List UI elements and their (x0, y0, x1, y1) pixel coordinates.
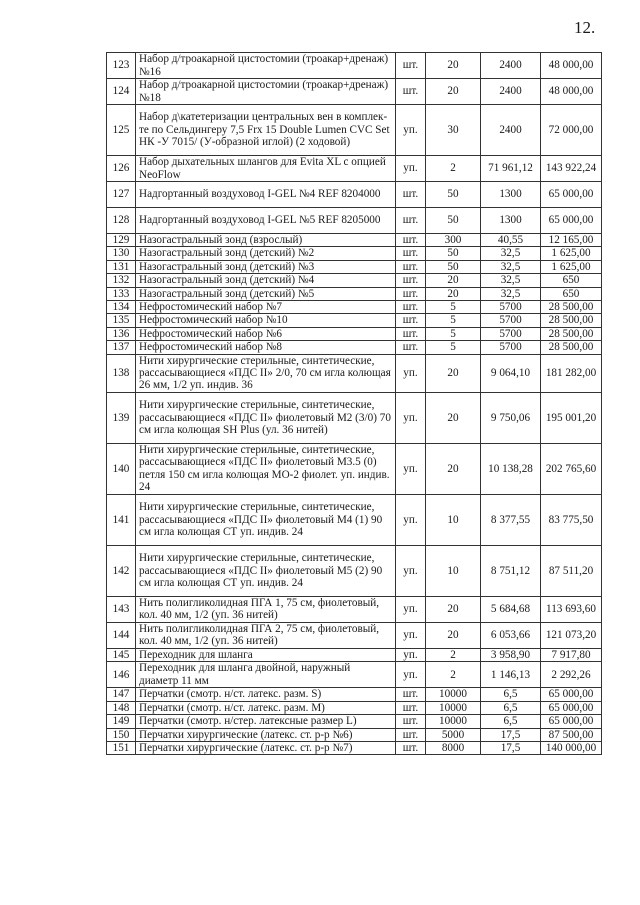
table-row (107, 79, 602, 105)
item-unit: уп. (396, 648, 426, 661)
table-row (107, 741, 602, 754)
item-quantity: 5 (426, 301, 481, 314)
item-total: 83 775,50 (541, 494, 602, 545)
item-name: Перчатки (смотр. н/ст. латекс. разм. M) (136, 701, 396, 714)
table-row (107, 494, 602, 545)
item-quantity: 2 (426, 662, 481, 688)
item-unit: уп. (396, 354, 426, 392)
item-unit: уп. (396, 156, 426, 182)
item-number: 136 (107, 327, 136, 340)
item-price: 1300 (481, 182, 541, 208)
table-row (107, 156, 602, 182)
item-total: 28 500,00 (541, 341, 602, 354)
table-row (107, 260, 602, 273)
item-name: Нефростомический набор №10 (136, 314, 396, 327)
item-number: 149 (107, 715, 136, 728)
item-number: 150 (107, 728, 136, 741)
item-number: 127 (107, 182, 136, 208)
item-unit: шт. (396, 274, 426, 287)
item-number: 151 (107, 741, 136, 754)
item-name: Надгортанный воздуховод I-GEL №5 REF 8205000 (136, 208, 396, 234)
item-name: Нити хирургические стерильные, синтетические, рассасывающиеся «ПДС II» фиолетовый М5 (2) 90 см игла колющая СТ уп. индив. 24 (136, 545, 396, 596)
item-price: 17,5 (481, 728, 541, 741)
item-price: 1300 (481, 208, 541, 234)
table-row (107, 274, 602, 287)
item-name: Назогастральный зонд (детский) №4 (136, 274, 396, 287)
item-number: 141 (107, 494, 136, 545)
item-price: 3 958,90 (481, 648, 541, 661)
item-quantity: 2 (426, 156, 481, 182)
item-price: 6,5 (481, 715, 541, 728)
item-price: 5 684,68 (481, 596, 541, 622)
item-number: 137 (107, 341, 136, 354)
item-price: 6 053,66 (481, 622, 541, 648)
item-quantity: 2 (426, 648, 481, 661)
item-total: 202 765,60 (541, 443, 602, 494)
item-unit: уп. (396, 494, 426, 545)
item-number: 140 (107, 443, 136, 494)
item-total: 143 922,24 (541, 156, 602, 182)
item-number: 130 (107, 247, 136, 260)
item-total: 650 (541, 287, 602, 300)
item-total: 140 000,00 (541, 741, 602, 754)
table-row (107, 443, 602, 494)
item-number: 131 (107, 260, 136, 273)
item-number: 148 (107, 701, 136, 714)
item-number: 133 (107, 287, 136, 300)
item-price: 5700 (481, 314, 541, 327)
item-name: Нефростомический набор №6 (136, 327, 396, 340)
item-price: 2400 (481, 79, 541, 105)
item-number: 135 (107, 314, 136, 327)
item-price: 2400 (481, 53, 541, 79)
item-total: 87 511,20 (541, 545, 602, 596)
table-row (107, 287, 602, 300)
item-quantity: 10000 (426, 688, 481, 701)
item-unit: шт. (396, 688, 426, 701)
item-quantity: 5 (426, 341, 481, 354)
table-row (107, 662, 602, 688)
item-total: 28 500,00 (541, 314, 602, 327)
table-row (107, 301, 602, 314)
table-row (107, 701, 602, 714)
table-row (107, 715, 602, 728)
item-quantity: 8000 (426, 741, 481, 754)
item-quantity: 50 (426, 208, 481, 234)
item-quantity: 20 (426, 443, 481, 494)
item-unit: уп. (396, 596, 426, 622)
item-price: 6,5 (481, 688, 541, 701)
item-name: Надгортанный воздуховод I-GEL №4 REF 8204000 (136, 182, 396, 208)
item-price: 1 146,13 (481, 662, 541, 688)
item-total: 12 165,00 (541, 234, 602, 247)
item-number: 142 (107, 545, 136, 596)
item-price: 9 750,06 (481, 392, 541, 443)
table-row (107, 622, 602, 648)
item-quantity: 20 (426, 274, 481, 287)
table-row (107, 688, 602, 701)
item-quantity: 20 (426, 287, 481, 300)
item-unit: уп. (396, 622, 426, 648)
item-quantity: 5000 (426, 728, 481, 741)
item-price: 2400 (481, 105, 541, 156)
item-number: 139 (107, 392, 136, 443)
item-number: 146 (107, 662, 136, 688)
item-name: Нить полигликолидная ПГА 2, 75 см, фиолетовый, кол. 40 мм, 1/2 (уп. 36 нитей) (136, 622, 396, 648)
table-row (107, 392, 602, 443)
item-total: 65 000,00 (541, 688, 602, 701)
item-number: 125 (107, 105, 136, 156)
item-quantity: 50 (426, 247, 481, 260)
item-total: 2 292,26 (541, 662, 602, 688)
item-name: Набор д/троакарной цистостомии (троакар+дренаж) №16 (136, 53, 396, 79)
item-total: 87 500,00 (541, 728, 602, 741)
item-total: 28 500,00 (541, 327, 602, 340)
item-price: 32,5 (481, 287, 541, 300)
item-name: Нефростомический набор №8 (136, 341, 396, 354)
page-number: 12. (574, 18, 596, 37)
table-row (107, 247, 602, 260)
table-row (107, 341, 602, 354)
item-price: 5700 (481, 341, 541, 354)
item-price: 10 138,28 (481, 443, 541, 494)
items-table (106, 52, 602, 755)
item-price: 17,5 (481, 741, 541, 754)
item-name: Нити хирургические стерильные, синтетические, рассасывающиеся «ПДС II» 2/0, 70 см игла колющая 26 мм, 1/2 уп. индив. 36 (136, 354, 396, 392)
item-unit: шт. (396, 341, 426, 354)
item-name: Набор дыхательных шлангов для Evita XL с опцией NeoFlow (136, 156, 396, 182)
item-name: Назогастральный зонд (детский) №5 (136, 287, 396, 300)
item-number: 143 (107, 596, 136, 622)
item-name: Набор д/троакарной цистостомии (троакар+дренаж) №18 (136, 79, 396, 105)
item-name: Перчатки хирургические (латекс. ст. р-р №7) (136, 741, 396, 754)
item-name: Нити хирургические стерильные, синтетические, рассасывающиеся «ПДС II» фиолетовый М4 (1) 90 см игла колющая СТ уп. индив. 24 (136, 494, 396, 545)
item-number: 138 (107, 354, 136, 392)
item-number: 126 (107, 156, 136, 182)
item-quantity: 20 (426, 596, 481, 622)
item-price: 71 961,12 (481, 156, 541, 182)
item-quantity: 20 (426, 622, 481, 648)
item-quantity: 300 (426, 234, 481, 247)
item-name: Назогастральный зонд (детский) №3 (136, 260, 396, 273)
item-unit: шт. (396, 208, 426, 234)
table-row (107, 648, 602, 661)
item-total: 28 500,00 (541, 301, 602, 314)
table-row (107, 596, 602, 622)
item-price: 32,5 (481, 247, 541, 260)
item-unit: уп. (396, 443, 426, 494)
item-unit: шт. (396, 182, 426, 208)
item-price: 8 377,55 (481, 494, 541, 545)
item-number: 147 (107, 688, 136, 701)
item-name: Нити хирургические стерильные, синтетические, рассасывающиеся «ПДС II» фиолетовый М2 (3/0) 70 см игла колющая SH Plus (ул. 36 нитей) (136, 392, 396, 443)
item-name: Нить полигликолидная ПГА 1, 75 см, фиолетовый, кол. 40 мм, 1/2 (уп. 36 нитей) (136, 596, 396, 622)
item-number: 132 (107, 274, 136, 287)
item-name: Переходник для шланга (136, 648, 396, 661)
item-total: 195 001,20 (541, 392, 602, 443)
item-name: Переходник для шланга двойной, наружный диаметр 11 мм (136, 662, 396, 688)
item-total: 48 000,00 (541, 53, 602, 79)
item-price: 8 751,12 (481, 545, 541, 596)
item-price: 40,55 (481, 234, 541, 247)
item-price: 6,5 (481, 701, 541, 714)
item-total: 65 000,00 (541, 701, 602, 714)
item-total: 113 693,60 (541, 596, 602, 622)
table-row (107, 354, 602, 392)
item-number: 145 (107, 648, 136, 661)
item-quantity: 10 (426, 545, 481, 596)
item-quantity: 50 (426, 260, 481, 273)
item-unit: уп. (396, 392, 426, 443)
item-price: 32,5 (481, 274, 541, 287)
table-row (107, 182, 602, 208)
table-row (107, 234, 602, 247)
item-quantity: 30 (426, 105, 481, 156)
item-total: 1 625,00 (541, 247, 602, 260)
item-number: 124 (107, 79, 136, 105)
item-price: 5700 (481, 301, 541, 314)
table-row (107, 728, 602, 741)
item-unit: шт. (396, 327, 426, 340)
item-total: 65 000,00 (541, 182, 602, 208)
item-unit: шт. (396, 53, 426, 79)
item-name: Нити хирургические стерильные, синтетические, рассасывающиеся «ПДС II» фиолетовый М3.5 (0) петля 150 см игла колющая МО-2 фиолет. уп. индив. 24 (136, 443, 396, 494)
item-name: Перчатки (смотр. н/стер. латексные размер L) (136, 715, 396, 728)
item-quantity: 10000 (426, 715, 481, 728)
item-unit: шт. (396, 728, 426, 741)
item-total: 181 282,00 (541, 354, 602, 392)
table-row (107, 314, 602, 327)
item-quantity: 10000 (426, 701, 481, 714)
item-unit: шт. (396, 234, 426, 247)
item-quantity: 10 (426, 494, 481, 545)
item-unit: уп. (396, 662, 426, 688)
item-total: 65 000,00 (541, 715, 602, 728)
item-unit: шт. (396, 715, 426, 728)
item-unit: уп. (396, 545, 426, 596)
item-total: 1 625,00 (541, 260, 602, 273)
item-name: Назогастральный зонд (детский) №2 (136, 247, 396, 260)
item-unit: шт. (396, 741, 426, 754)
item-unit: шт. (396, 260, 426, 273)
table-row (107, 327, 602, 340)
item-unit: шт. (396, 247, 426, 260)
item-number: 128 (107, 208, 136, 234)
item-quantity: 20 (426, 392, 481, 443)
table-row (107, 208, 602, 234)
item-total: 72 000,00 (541, 105, 602, 156)
item-quantity: 5 (426, 314, 481, 327)
item-quantity: 20 (426, 79, 481, 105)
item-number: 134 (107, 301, 136, 314)
item-total: 650 (541, 274, 602, 287)
item-price: 5700 (481, 327, 541, 340)
item-name: Перчатки хирургические (латекс. ст. р-р №6) (136, 728, 396, 741)
item-quantity: 20 (426, 53, 481, 79)
item-total: 121 073,20 (541, 622, 602, 648)
item-quantity: 50 (426, 182, 481, 208)
item-total: 48 000,00 (541, 79, 602, 105)
item-name: Набор д\катетеризации центральных вен в комплек-те по Сельдингеру 7,5 Frx 15 Double Lumen CVC Set НК -У 7015/ (У-образной иглой) (2 ходовой) (136, 105, 396, 156)
item-unit: шт. (396, 301, 426, 314)
item-number: 123 (107, 53, 136, 79)
item-unit: шт. (396, 287, 426, 300)
item-name: Назогастральный зонд (взрослый) (136, 234, 396, 247)
item-quantity: 5 (426, 327, 481, 340)
item-unit: уп. (396, 105, 426, 156)
item-unit: шт. (396, 79, 426, 105)
table-row (107, 105, 602, 156)
item-unit: шт. (396, 314, 426, 327)
item-price: 32,5 (481, 260, 541, 273)
item-unit: шт. (396, 701, 426, 714)
item-name: Перчатки (смотр. н/ст. латекс. разм. S) (136, 688, 396, 701)
item-quantity: 20 (426, 354, 481, 392)
item-number: 129 (107, 234, 136, 247)
item-total: 65 000,00 (541, 208, 602, 234)
item-price: 9 064,10 (481, 354, 541, 392)
item-number: 144 (107, 622, 136, 648)
table-row (107, 53, 602, 79)
item-total: 7 917,80 (541, 648, 602, 661)
item-name: Нефростомический набор №7 (136, 301, 396, 314)
table-row (107, 545, 602, 596)
